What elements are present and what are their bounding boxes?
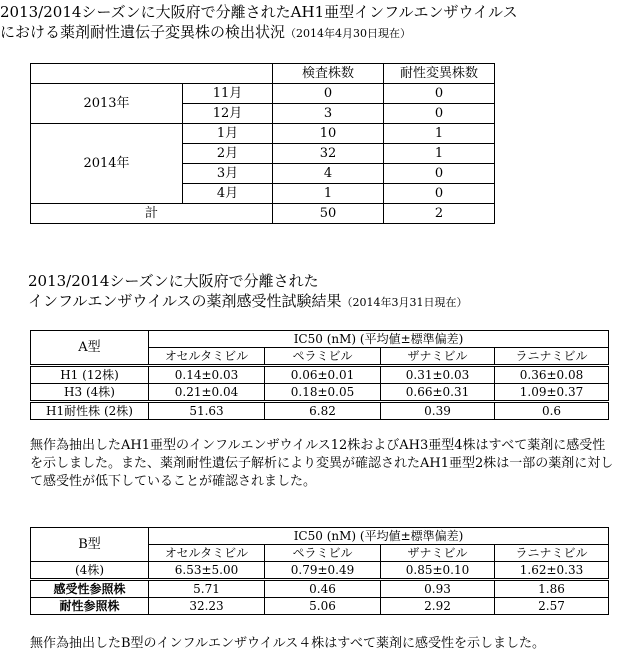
value-cell: 51.63 (149, 402, 265, 420)
value-cell: 0.6 (495, 402, 609, 420)
month-cell: 11月 (183, 84, 273, 104)
value-cell: 1.86 (495, 580, 609, 598)
value-cell: 0.06±0.01 (265, 366, 381, 384)
total-row (31, 204, 495, 224)
month-cell: 4月 (183, 184, 273, 204)
drug-peramivir: ペラミビル (265, 348, 381, 366)
type-a-header-row (31, 331, 609, 348)
value-cell: 0.21±0.04 (149, 384, 265, 402)
section2-title-line2 (28, 291, 468, 313)
year-cell-2013: 2013年 (31, 84, 183, 124)
total-tested: 50 (273, 204, 384, 224)
tested-cell: 0 (273, 84, 384, 104)
total-resistant: 2 (384, 204, 495, 224)
type-a-ic50-header: IC50 (nM) (平均値±標準偏差) (149, 331, 609, 348)
drug-zanamivir: ザナミビル (381, 545, 495, 562)
section2-title-line1: 2013/2014シーズンに大阪府で分離された (28, 272, 319, 290)
section1-title-date: （2014年4月30日現在） (285, 27, 412, 40)
type-b-header-row (31, 528, 609, 545)
table-row (31, 384, 609, 402)
drug-zanamivir: ザナミビル (381, 348, 495, 366)
table-row (31, 366, 609, 384)
row-label: 感受性参照株 (31, 580, 149, 598)
section1-title-line2 (0, 22, 411, 44)
row-label: 耐性参照株 (31, 598, 149, 615)
resistant-cell: 1 (384, 144, 495, 164)
value-cell: 2.92 (381, 598, 495, 615)
year-cell-2014: 2014年 (31, 124, 183, 204)
row-label: (4株) (31, 562, 149, 580)
drug-laninamivir: ラニナミビル (495, 348, 609, 366)
type-a-note: 無作為抽出したAH1亜型のインフルエンザウイルス12株およびAH3亜型4株はすべて薬剤に感受性を示しました。また、薬剤耐性遺伝子解析により変異が確認されたAH1亜型2株は一部の薬剤に対して感受性が低下していることが確認されました。 (30, 438, 614, 489)
drug-oseltamivir: オセルタミビル (149, 545, 265, 562)
detection-table (30, 63, 495, 224)
row-label: H3 (4株) (31, 384, 149, 402)
section1-title-text: における薬剤耐性遺伝子変異株の検出状況 (0, 23, 286, 41)
value-cell: 1.62±0.33 (495, 562, 609, 580)
table-row (31, 84, 495, 104)
table-row (31, 580, 609, 598)
month-cell: 1月 (183, 124, 273, 144)
value-cell: 0.79±0.49 (265, 562, 381, 580)
row-label: H1耐性株 (2株) (31, 402, 149, 420)
month-cell: 12月 (183, 104, 273, 124)
value-cell: 0.39 (381, 402, 495, 420)
drug-oseltamivir: オセルタミビル (149, 348, 265, 366)
resistant-cell: 0 (384, 84, 495, 104)
tested-cell: 10 (273, 124, 384, 144)
section2-title-text: インフルエンザウイルスの薬剤感受性試験結果 (28, 292, 342, 310)
value-cell: 5.71 (149, 580, 265, 598)
table-row (31, 598, 609, 615)
table-row (31, 562, 609, 580)
tested-cell: 32 (273, 144, 384, 164)
value-cell: 0.93 (381, 580, 495, 598)
tested-cell: 1 (273, 184, 384, 204)
value-cell: 1.09±0.37 (495, 384, 609, 402)
value-cell: 0.14±0.03 (149, 366, 265, 384)
value-cell: 5.06 (265, 598, 381, 615)
table-row (31, 124, 495, 144)
resistant-cell: 1 (384, 124, 495, 144)
type-a-ic50-table (30, 330, 609, 420)
value-cell: 6.53±5.00 (149, 562, 265, 580)
total-label: 計 (31, 204, 273, 224)
resistant-cell: 0 (384, 184, 495, 204)
type-a-label: A型 (31, 331, 149, 366)
section1-title-line1: 2013/2014シーズンに大阪府で分離されたAH1亜型インフルエンザウイルス (0, 3, 518, 21)
section2-title-date: （2014年3月31日現在） (341, 296, 468, 309)
row-label: H1 (12株) (31, 366, 149, 384)
type-b-label: B型 (31, 528, 149, 562)
value-cell: 0.85±0.10 (381, 562, 495, 580)
value-cell: 0.46 (265, 580, 381, 598)
header-tested: 検査株数 (273, 64, 384, 84)
tested-cell: 3 (273, 104, 384, 124)
tested-cell: 4 (273, 164, 384, 184)
value-cell: 2.57 (495, 598, 609, 615)
value-cell: 32.23 (149, 598, 265, 615)
type-b-ic50-table (30, 527, 609, 615)
value-cell: 0.18±0.05 (265, 384, 381, 402)
value-cell: 0.36±0.08 (495, 366, 609, 384)
type-b-ic50-header: IC50 (nM) (平均値±標準偏差) (149, 528, 609, 545)
value-cell: 0.31±0.03 (381, 366, 495, 384)
table-row (31, 402, 609, 420)
drug-peramivir: ペラミビル (265, 545, 381, 562)
header-resistant: 耐性変異株数 (384, 64, 495, 84)
month-cell: 3月 (183, 164, 273, 184)
resistant-cell: 0 (384, 164, 495, 184)
drug-laninamivir: ラニナミビル (495, 545, 609, 562)
month-cell: 2月 (183, 144, 273, 164)
resistant-cell: 0 (384, 104, 495, 124)
header-empty-cell (31, 64, 273, 84)
detection-header-row (31, 64, 495, 84)
value-cell: 0.66±0.31 (381, 384, 495, 402)
value-cell: 6.82 (265, 402, 381, 420)
type-b-note: 無作為抽出したB型のインフルエンザウイルス４株はすべて薬剤に感受性を示しました。 (30, 636, 545, 651)
